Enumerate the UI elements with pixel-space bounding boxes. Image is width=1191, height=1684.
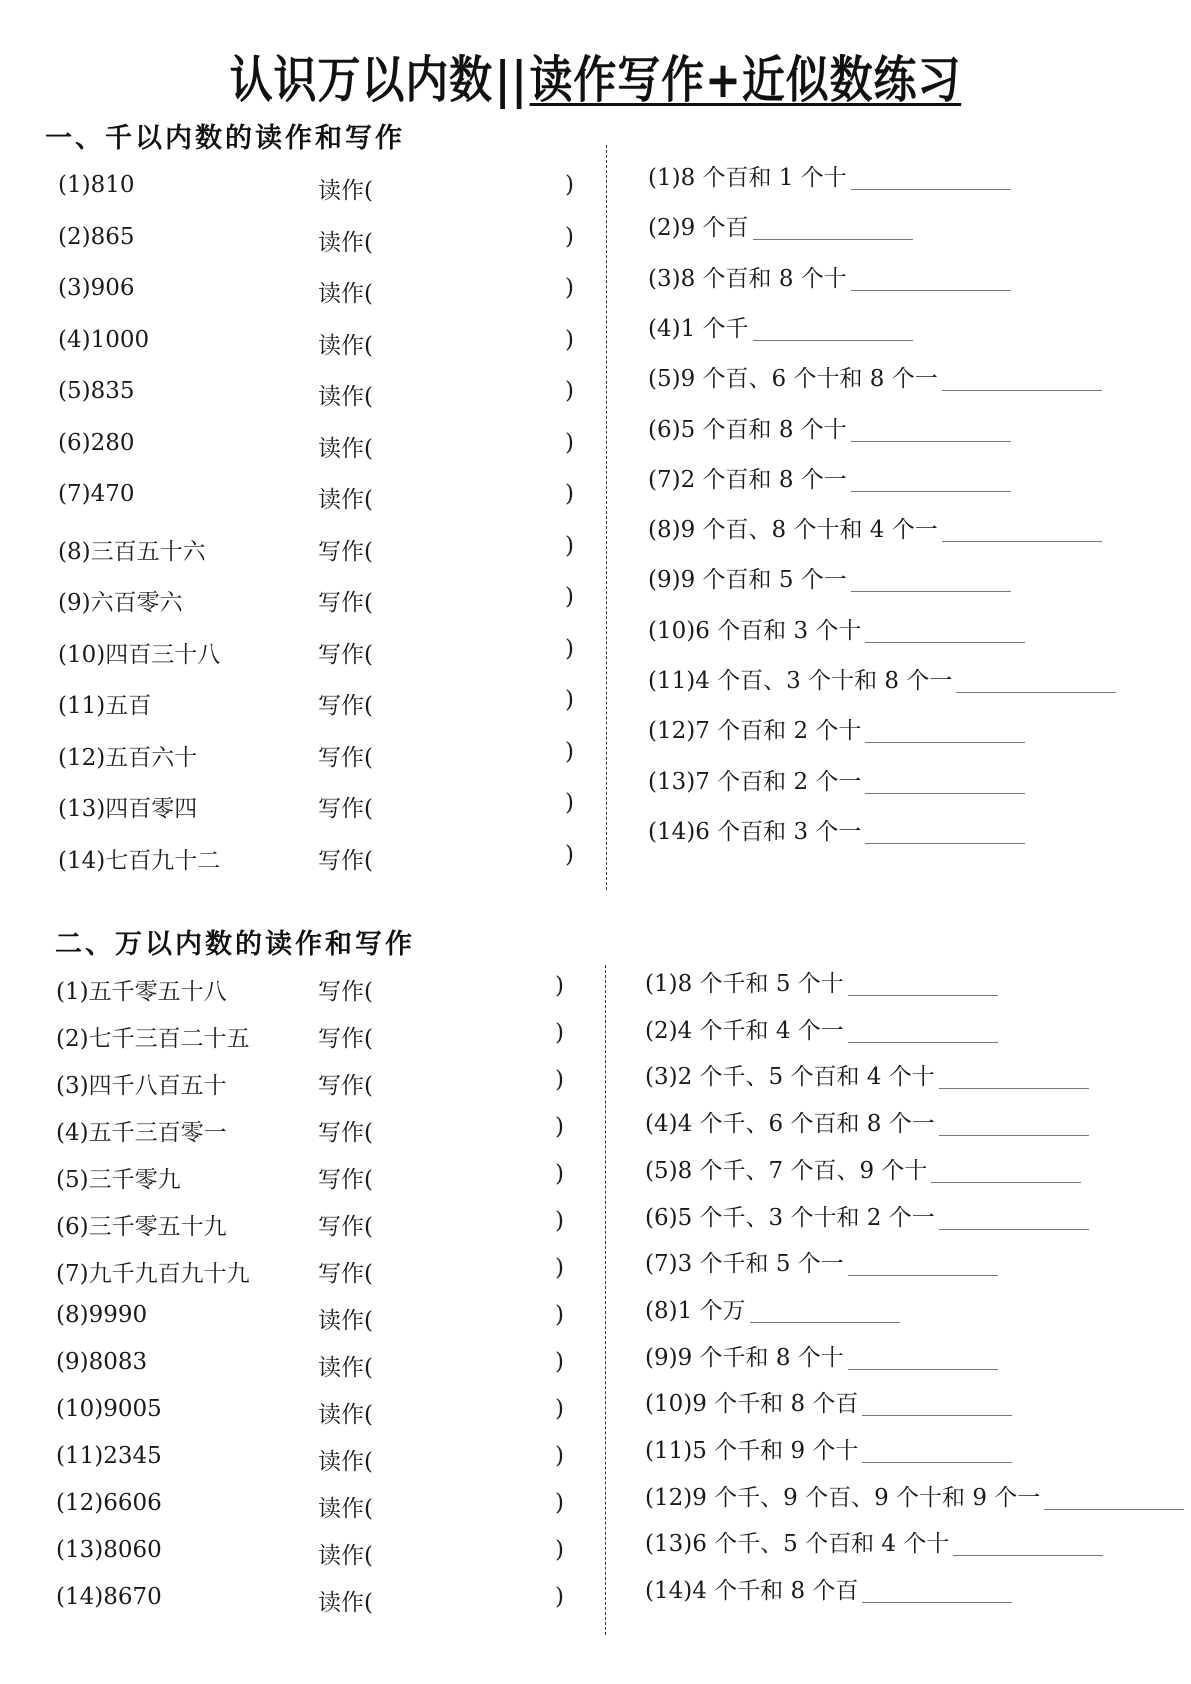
- answer-prompt: 写作(: [318, 1026, 373, 1052]
- answer-close-paren: ): [555, 973, 564, 999]
- page-title: [83, 40, 1107, 112]
- question-row: [56, 1443, 575, 1473]
- question-text: (12)9 个千、9 个百、9 个十和 9 个一: [645, 1484, 1041, 1511]
- question-row: [56, 1537, 575, 1567]
- question-text: (13)6 个千、5 个百和 4 个十: [645, 1531, 950, 1558]
- question-text: (11)五百: [58, 693, 152, 719]
- question-row: [645, 1155, 1081, 1185]
- question-text: (6)5 个千、3 个十和 2 个一: [645, 1204, 935, 1231]
- answer-close-paren: ): [565, 326, 574, 353]
- question-text: (13)8060: [56, 1537, 162, 1563]
- question-text: (8)9990: [56, 1302, 148, 1328]
- answer-prompt: 写作(: [318, 979, 373, 1005]
- question-row: [645, 1061, 1089, 1091]
- question-text: (6)5 个百和 8 个十: [648, 416, 847, 443]
- question-text: (1)五千零五十八: [56, 979, 227, 1005]
- question-text: (3)2 个千、5 个百和 4 个十: [645, 1064, 935, 1091]
- answer-prompt: 读作(: [318, 1543, 373, 1569]
- question-text: (2)七千三百二十五: [56, 1026, 250, 1052]
- answer-prompt: 写作(: [318, 538, 373, 565]
- question-text: (6)280: [58, 429, 135, 456]
- answer-close-paren: ): [555, 1443, 564, 1469]
- question-row: [645, 1435, 1012, 1465]
- question-row: [58, 481, 585, 511]
- question-text: (5)三千零九: [56, 1167, 181, 1193]
- question-text: (11)5 个千和 9 个十: [645, 1438, 859, 1464]
- answer-blank[interactable]: [939, 1229, 1089, 1230]
- question-row: [648, 363, 1102, 393]
- answer-blank[interactable]: [851, 591, 1011, 592]
- answer-blank[interactable]: [939, 1135, 1089, 1136]
- answer-prompt: 读作(: [318, 229, 373, 256]
- question-row: [58, 790, 585, 820]
- answer-prompt: 写作(: [318, 641, 373, 668]
- answer-prompt: 写作(: [318, 1261, 373, 1287]
- answer-close-paren: ): [565, 738, 574, 765]
- question-text: (12)五百六十: [58, 744, 198, 771]
- answer-prompt: 写作(: [318, 1214, 373, 1240]
- question-text: (5)835: [58, 378, 135, 404]
- section1-heading: 一、千以内数的读作和写作: [45, 123, 405, 154]
- question-row: [648, 212, 913, 242]
- answer-close-paren: ): [565, 687, 574, 713]
- answer-prompt: 读作(: [318, 1496, 373, 1522]
- question-row: [648, 414, 1011, 444]
- question-row: [58, 739, 585, 769]
- question-text: (10)6 个百和 3 个十: [648, 617, 862, 644]
- answer-blank[interactable]: [851, 491, 1011, 492]
- answer-close-paren: ): [555, 1584, 564, 1610]
- answer-blank[interactable]: [862, 1415, 1012, 1416]
- question-row: [645, 1015, 998, 1045]
- question-row: [645, 1482, 1184, 1512]
- question-text: (14)8670: [56, 1584, 162, 1610]
- answer-prompt: 读作(: [318, 1355, 373, 1381]
- question-row: [56, 1020, 575, 1050]
- column-divider-2: [605, 965, 606, 1635]
- question-row: [645, 1388, 1012, 1418]
- title-sub: 读作写作+近似数练习: [529, 51, 962, 109]
- question-row: [58, 224, 585, 254]
- answer-close-paren: ): [565, 584, 574, 610]
- section2-heading: 二、万以内数的读作和写作: [55, 929, 415, 960]
- question-text: (1)8 个百和 1 个十: [648, 165, 847, 191]
- question-row: [58, 172, 585, 202]
- answer-blank[interactable]: [848, 995, 998, 996]
- title-separator: ||: [494, 51, 528, 109]
- question-row: [58, 275, 585, 305]
- answer-close-paren: ): [555, 1255, 564, 1281]
- answer-close-paren: ): [555, 1490, 564, 1516]
- question-text: (5)8 个千、7 个百、9 个十: [645, 1157, 928, 1184]
- question-row: [56, 1114, 575, 1144]
- answer-close-paren: ): [565, 635, 574, 662]
- answer-blank[interactable]: [851, 441, 1011, 442]
- answer-blank[interactable]: [865, 843, 1025, 844]
- answer-prompt: 写作(: [318, 847, 373, 874]
- question-row: [645, 1295, 900, 1325]
- question-row: [58, 430, 585, 460]
- question-row: [648, 464, 1011, 494]
- question-row: [645, 1248, 998, 1278]
- answer-blank[interactable]: [750, 1322, 900, 1323]
- answer-blank[interactable]: [851, 189, 1011, 190]
- answer-prompt: 写作(: [318, 590, 373, 616]
- answer-close-paren: ): [555, 1396, 564, 1422]
- answer-blank[interactable]: [939, 1088, 1089, 1089]
- answer-blank[interactable]: [862, 1602, 1012, 1603]
- question-row: [645, 1108, 1089, 1138]
- question-row: [648, 313, 913, 343]
- question-row: [56, 1255, 575, 1285]
- answer-blank[interactable]: [931, 1182, 1081, 1183]
- question-row: [56, 1208, 575, 1238]
- answer-close-paren: ): [555, 1537, 564, 1563]
- answer-close-paren: ): [555, 1161, 564, 1187]
- answer-blank[interactable]: [953, 1555, 1103, 1556]
- answer-blank[interactable]: [848, 1275, 998, 1276]
- question-row: [58, 636, 585, 666]
- question-text: (10)四百三十八: [58, 641, 221, 668]
- answer-prompt: 写作(: [318, 744, 373, 771]
- question-row: [58, 327, 585, 357]
- question-text: (9)9 个千和 8 个十: [645, 1344, 844, 1371]
- question-text: (8)1 个万: [645, 1297, 746, 1324]
- answer-prompt: 写作(: [318, 796, 373, 822]
- question-row: [645, 1342, 998, 1372]
- answer-prompt: 写作(: [318, 693, 373, 719]
- question-text: (14)6 个百和 3 个一: [648, 818, 862, 845]
- question-row: [648, 816, 1025, 846]
- question-row: [648, 615, 1025, 645]
- question-text: (10)9005: [56, 1396, 162, 1422]
- question-text: (7)470: [58, 481, 135, 507]
- answer-close-paren: ): [565, 481, 574, 507]
- answer-close-paren: ): [555, 1349, 564, 1375]
- question-row: [56, 973, 575, 1003]
- answer-prompt: 读作(: [318, 1402, 373, 1428]
- answer-prompt: 写作(: [318, 1120, 373, 1146]
- answer-close-paren: ): [555, 1067, 564, 1093]
- question-text: (14)七百九十二: [58, 847, 221, 874]
- question-text: (13)四百零四: [58, 796, 198, 822]
- answer-close-paren: ): [565, 429, 574, 456]
- answer-close-paren: ): [565, 378, 574, 404]
- answer-blank[interactable]: [956, 692, 1116, 693]
- answer-prompt: 读作(: [318, 1590, 373, 1616]
- question-text: (7)九千九百九十九: [56, 1261, 250, 1287]
- question-text: (10)9 个千和 8 个百: [645, 1391, 859, 1418]
- answer-close-paren: ): [565, 532, 574, 559]
- answer-prompt: 写作(: [318, 1167, 373, 1193]
- question-row: [58, 687, 585, 717]
- answer-prompt: 读作(: [318, 281, 373, 307]
- question-row: [648, 665, 1116, 695]
- question-text: (8)9 个百、8 个十和 4 个一: [648, 517, 938, 544]
- question-row: [648, 564, 1011, 594]
- answer-blank[interactable]: [865, 642, 1025, 643]
- answer-prompt: 读作(: [318, 487, 373, 513]
- question-row: [645, 1202, 1089, 1232]
- question-text: (12)7 个百和 2 个十: [648, 718, 862, 745]
- question-row: [648, 263, 1011, 293]
- question-text: (9)六百零六: [58, 590, 183, 616]
- question-text: (8)三百五十六: [58, 538, 206, 565]
- question-text: (2)9 个百: [648, 215, 749, 242]
- question-row: [648, 766, 1025, 796]
- question-text: (13)7 个百和 2 个一: [648, 768, 862, 795]
- question-text: (4)1 个千: [648, 315, 749, 342]
- question-text: (7)2 个百和 8 个一: [648, 466, 847, 493]
- question-text: (3)906: [58, 275, 135, 301]
- answer-blank[interactable]: [942, 390, 1102, 391]
- answer-prompt: 写作(: [318, 1073, 373, 1099]
- question-row: [56, 1302, 575, 1332]
- answer-prompt: 读作(: [318, 435, 373, 462]
- answer-blank[interactable]: [865, 742, 1025, 743]
- question-row: [648, 514, 1102, 544]
- question-text: (14)4 个千和 8 个百: [645, 1578, 859, 1605]
- answer-close-paren: ): [555, 1208, 564, 1234]
- question-row: [56, 1161, 575, 1191]
- answer-prompt: 读作(: [318, 332, 373, 359]
- question-row: [56, 1067, 575, 1097]
- question-row: [648, 715, 1025, 745]
- question-text: (4)1000: [58, 326, 150, 353]
- question-text: (1)810: [58, 172, 135, 198]
- answer-close-paren: ): [555, 1114, 564, 1140]
- question-row: [645, 1575, 1012, 1605]
- answer-blank[interactable]: [862, 1462, 1012, 1463]
- question-text: (11)2345: [56, 1443, 162, 1469]
- question-text: (9)9 个百和 5 个一: [648, 567, 847, 594]
- question-text: (4)五千三百零一: [56, 1120, 227, 1146]
- column-divider-1: [606, 145, 607, 890]
- question-text: (7)3 个千和 5 个一: [645, 1251, 844, 1278]
- answer-prompt: 读作(: [318, 384, 373, 410]
- question-text: (1)8 个千和 5 个十: [645, 971, 844, 997]
- answer-close-paren: ): [565, 841, 574, 868]
- question-text: (3)8 个百和 8 个十: [648, 265, 847, 292]
- answer-blank[interactable]: [848, 1042, 998, 1043]
- answer-prompt: 读作(: [318, 1308, 373, 1334]
- question-text: (11)4 个百、3 个十和 8 个一: [648, 668, 953, 694]
- answer-close-paren: ): [565, 790, 574, 816]
- question-row: [645, 968, 998, 998]
- answer-prompt: 读作(: [318, 1449, 373, 1475]
- answer-blank[interactable]: [1044, 1509, 1184, 1510]
- question-text: (5)9 个百、6 个十和 8 个一: [648, 366, 938, 393]
- question-text: (3)四千八百五十: [56, 1073, 227, 1099]
- answer-close-paren: ): [565, 223, 574, 250]
- question-row: [58, 584, 585, 614]
- question-row: [56, 1584, 575, 1614]
- question-text: (12)6606: [56, 1490, 162, 1516]
- question-row: [56, 1349, 575, 1379]
- question-row: [58, 842, 585, 872]
- answer-blank[interactable]: [753, 340, 913, 341]
- question-text: (6)三千零五十九: [56, 1214, 227, 1240]
- question-text: (4)4 个千、6 个百和 8 个一: [645, 1111, 935, 1138]
- answer-blank[interactable]: [851, 290, 1011, 291]
- question-row: [56, 1396, 575, 1426]
- answer-close-paren: ): [565, 275, 574, 301]
- answer-blank[interactable]: [848, 1369, 998, 1370]
- question-text: (2)4 个千和 4 个一: [645, 1017, 844, 1044]
- answer-prompt: 读作(: [318, 178, 373, 204]
- question-text: (2)865: [58, 223, 135, 250]
- question-row: [56, 1490, 575, 1520]
- question-row: [58, 378, 585, 408]
- question-row: [645, 1528, 1103, 1558]
- question-row: [648, 162, 1011, 192]
- answer-blank[interactable]: [942, 541, 1102, 542]
- answer-close-paren: ): [555, 1020, 564, 1046]
- answer-blank[interactable]: [753, 239, 913, 240]
- answer-close-paren: ): [555, 1302, 564, 1328]
- title-main: 认识万以内数: [229, 51, 493, 109]
- question-row: [58, 533, 585, 563]
- answer-close-paren: ): [565, 172, 574, 198]
- answer-blank[interactable]: [865, 793, 1025, 794]
- question-text: (9)8083: [56, 1349, 148, 1375]
